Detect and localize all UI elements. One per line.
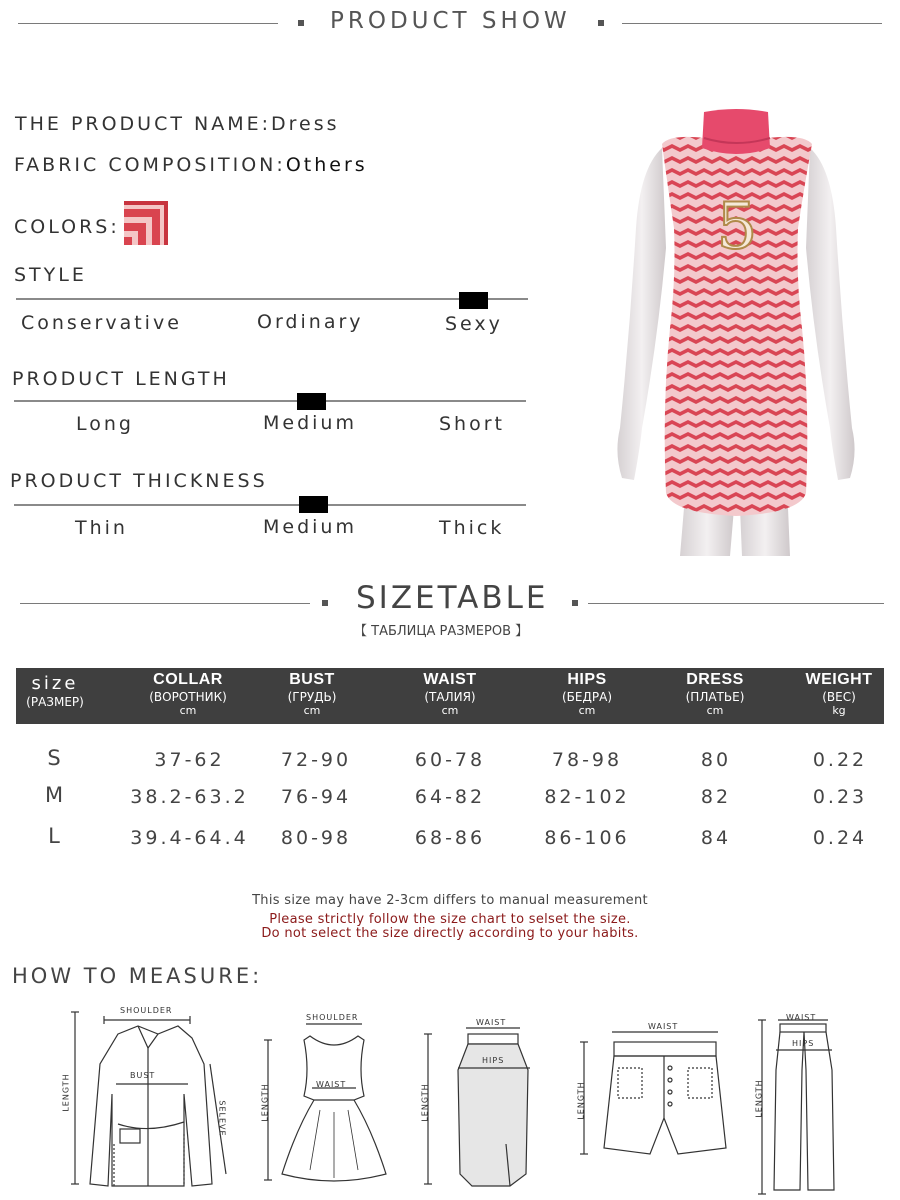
table-cell: 78-98 (551, 749, 623, 771)
table-cell: 39.4-64.4 (130, 827, 249, 849)
col-size-ru: (РАЗМЕР) (26, 695, 84, 709)
col-weight: WEIGHT (ВЕС) kg (805, 671, 873, 717)
thickness-label-thick: Thick (439, 517, 505, 539)
table-cell: 38.2-63.2 (130, 786, 249, 808)
pants-hips-label: HIPS (792, 1039, 815, 1048)
dress-figure (260, 1010, 400, 1196)
header-bullet-right (598, 20, 604, 26)
jacket-drawing (60, 1004, 240, 1200)
table-cell: L (48, 824, 60, 848)
sizetable-subtitle: 【 ТАБЛИЦА РАЗМЕРОВ 】 (354, 624, 529, 639)
sizetable-rule-right (588, 603, 884, 604)
shorts-figure (570, 1018, 740, 1168)
style-label-ordinary: Ordinary (257, 311, 364, 333)
table-cell: 68-86 (414, 827, 486, 849)
style-label-sexy: Sexy (445, 313, 503, 335)
header-rule-right (622, 23, 882, 24)
dress-length-label: LENGTH (260, 1083, 270, 1122)
style-marker (459, 292, 488, 309)
length-label-long: Long (76, 413, 134, 435)
note-warning-1: Please strictly follow the size chart to selset the size. (269, 912, 631, 927)
fabric-value: Others (285, 154, 368, 176)
col-collar: COLLAR (ВОРОТНИК) cm (149, 671, 227, 717)
length-label-short: Short (439, 413, 505, 435)
header-bullet-left (298, 20, 304, 26)
jacket-shoulder-label: SHOULDER (120, 1006, 173, 1015)
measure-title: HOW TO MEASURE: (12, 964, 263, 988)
shorts-length-label: LENGTH (576, 1081, 586, 1120)
header-rule-left (18, 23, 278, 24)
sizetable-title: SIZETABLE (356, 580, 549, 616)
svg-text:5: 5 (716, 190, 758, 264)
col-size-name: size (31, 673, 79, 694)
table-cell: 37-62 (154, 749, 225, 771)
col-size (16, 668, 94, 709)
color-swatch (124, 201, 168, 245)
skirt-length-label: LENGTH (420, 1083, 430, 1122)
shorts-waist-label: WAIST (648, 1022, 679, 1031)
table-cell: 86-106 (544, 827, 630, 849)
col-waist: WAIST (ТАЛИЯ) cm (423, 671, 477, 717)
table-cell: 82-102 (544, 786, 630, 808)
jacket-sleeve-label: SELEVE (217, 1100, 227, 1137)
note-measurement: This size may have 2-3cm differs to manual measurement (252, 893, 648, 908)
table-cell: 80 (700, 749, 732, 771)
table-cell: 76-94 (280, 786, 352, 808)
product-name (15, 113, 340, 135)
table-cell: 80-98 (280, 827, 352, 849)
sizetable-bullet-right (572, 600, 578, 606)
table-cell: 60-78 (414, 749, 486, 771)
length-marker (297, 393, 326, 410)
skirt-hips-label: HIPS (482, 1056, 505, 1065)
fabric-composition (14, 154, 368, 176)
col-hips: HIPS (БЕДРА) cm (562, 671, 612, 717)
table-cell: M (44, 783, 64, 807)
table-cell: 0.24 (812, 827, 868, 849)
thickness-scale-line (14, 504, 526, 506)
table-cell: 82 (700, 786, 732, 808)
sizetable-bullet-left (322, 600, 328, 606)
table-cell: 64-82 (414, 786, 486, 808)
jacket-length-label: LENGTH (61, 1073, 71, 1112)
thickness-label-medium: Medium (263, 516, 357, 538)
shorts-drawing (570, 1018, 740, 1168)
col-dress: DRESS (ПЛАТЬЕ) cm (685, 671, 745, 717)
fabric-label: FABRIC COMPOSITION: (14, 154, 286, 176)
note-warning-2: Do not select the size directly according to your habits. (261, 926, 639, 941)
thickness-title: PRODUCT THICKNESS (10, 470, 268, 492)
thickness-label-thin: Thin (75, 517, 128, 539)
col-bust: BUST (ГРУДЬ) cm (287, 671, 337, 717)
table-cell: S (47, 746, 61, 770)
colors-label: COLORS: (14, 216, 120, 238)
table-cell: 72-90 (280, 749, 352, 771)
length-scale-line (14, 400, 526, 402)
style-title: STYLE (14, 264, 87, 286)
jacket-figure (60, 1004, 240, 1200)
pants-figure (740, 1010, 860, 1198)
size-table-header (16, 668, 884, 724)
jacket-bust-label: BUST (130, 1071, 156, 1080)
dress-waist-label: WAIST (316, 1080, 347, 1089)
page-title: PRODUCT SHOW (330, 8, 571, 34)
product-name-label: THE PRODUCT NAME: (15, 113, 272, 135)
dress-drawing (260, 1010, 400, 1196)
table-cell: 0.23 (812, 786, 868, 808)
style-scale-line (16, 298, 528, 300)
table-cell: 84 (700, 827, 732, 849)
table-cell: 0.22 (812, 749, 868, 771)
style-label-conservative: Conservative (21, 312, 182, 334)
pants-length-label: LENGTH (754, 1079, 764, 1118)
dress-shoulder-label: SHOULDER (306, 1013, 359, 1022)
product-photo (600, 108, 875, 558)
thickness-marker (299, 496, 328, 513)
length-label-medium: Medium (263, 412, 357, 434)
skirt-figure (410, 1014, 540, 1196)
product-name-value: Dress (271, 113, 340, 135)
skirt-waist-label: WAIST (476, 1018, 507, 1027)
sizetable-rule-left (20, 603, 310, 604)
length-title: PRODUCT LENGTH (12, 368, 230, 390)
pants-waist-label: WAIST (786, 1013, 817, 1022)
